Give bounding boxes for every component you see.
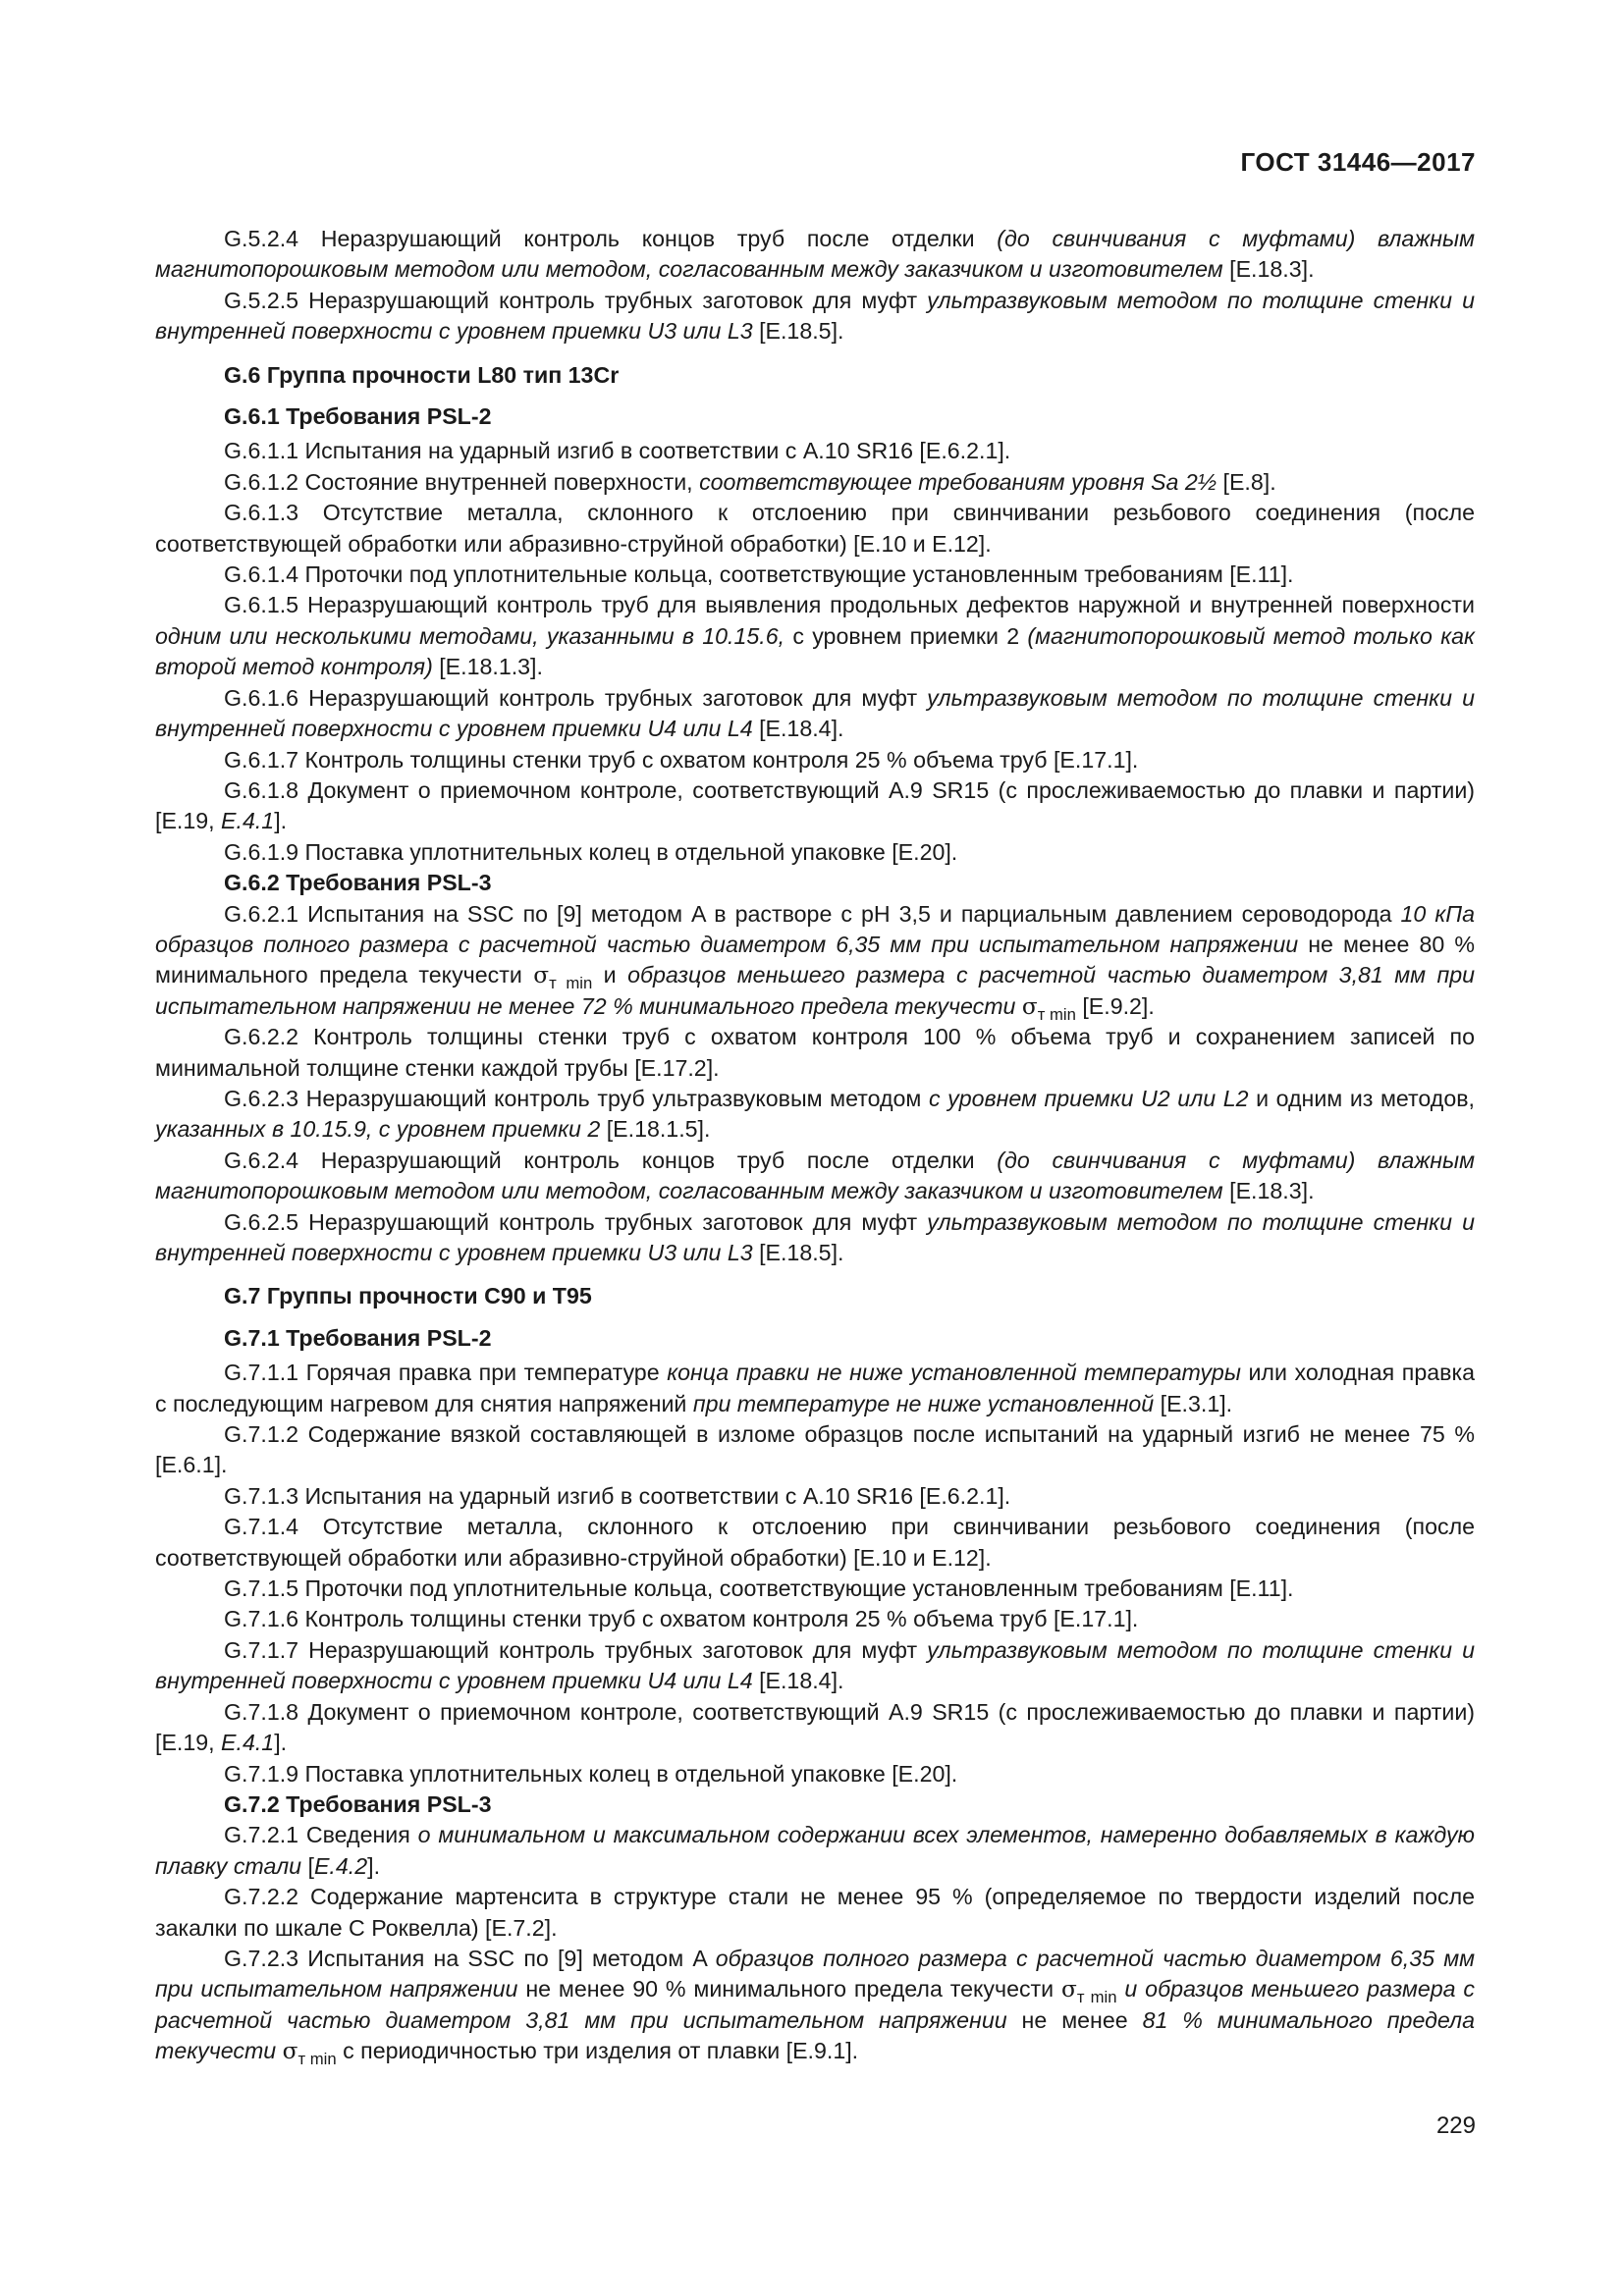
- text-run: и одним из методов,: [1248, 1085, 1475, 1111]
- italic-text: указанных в 10.15.9, с уровнем приемки 2: [155, 1116, 601, 1143]
- page-number: 229: [1435, 2112, 1476, 2139]
- text-run: G.6.1.6 Неразрушающий контроль трубных заготовок для муфт: [224, 684, 928, 711]
- text-run: [E.3.1].: [1154, 1390, 1233, 1416]
- paragraph: [155, 224, 1475, 286]
- italic-text: E.4.1: [221, 1730, 275, 1756]
- text-run: G.7.2.1 Сведения: [224, 1822, 418, 1848]
- text-run: с уровнем приемки 2: [784, 622, 1028, 649]
- paragraph: [155, 467, 1475, 498]
- paragraph: [155, 1882, 1475, 1944]
- text-run: G.7.1.1 Горячая правка при температуре: [224, 1360, 668, 1386]
- paragraph: [155, 1481, 1475, 1512]
- italic-text: одним или несколькими методами, указанными в 10.15.6,: [155, 622, 785, 649]
- paragraph: [155, 1604, 1475, 1634]
- text-run: [E.18.4].: [752, 1668, 844, 1694]
- text-run: ].: [274, 1730, 288, 1756]
- text-run: G.7.1.4 Отсутствие металла, склонного к отслоению при свинчивании резьбового соединения (после соответствующей обработки или абразивно-струйной обработки) [E.10 и E.12].: [155, 1514, 1475, 1571]
- paragraph: [155, 560, 1475, 590]
- section-heading: G.6 Группа прочности L80 тип 13Cr: [224, 361, 620, 388]
- text-run: G.7.1.3 Испытания на ударный изгиб в соответствии с A.10 SR16 [E.6.2.1].: [224, 1482, 1011, 1509]
- text-run: G.5.2.5 Неразрушающий контроль трубных заготовок для муфт: [224, 287, 928, 313]
- paragraph: [155, 1146, 1475, 1207]
- paragraph: [155, 1697, 1475, 1759]
- text-run: G.7.2.3 Испытания на SSC по [9] методом A: [224, 1945, 716, 1971]
- italic-text: при температуре не ниже установленной: [692, 1390, 1155, 1416]
- text-run: G.5.2.4 Неразрушающий контроль концов труб после отделки: [224, 226, 998, 251]
- subscript: т min: [1037, 1004, 1076, 1024]
- document-body: [155, 224, 1475, 2067]
- text-run: [E.8].: [1217, 468, 1276, 495]
- subsection-heading: G.7.1 Требования PSL-2: [224, 1324, 492, 1351]
- italic-text: ультразвуковым методом по толщине стенки и внутренней поверхности с уровнем приемки U3 или L3: [155, 1208, 1475, 1265]
- text-run: G.6.2.1 Испытания на SSC по [9] методом A в растворе с pH 3,5 и парциальным давлением сероводорода: [224, 900, 1401, 927]
- subscript: т min: [298, 2050, 337, 2068]
- italic-text: ультразвуковым методом по толщине стенки и внутренней поверхности с уровнем приемки U4 или L4: [155, 1636, 1475, 1694]
- section-heading: G.7 Группы прочности C90 и T95: [224, 1283, 592, 1309]
- italic-text: (магнитопорошковый метод только как второй метод контроля): [155, 622, 1476, 680]
- text-run: [E.18.5].: [752, 1240, 844, 1265]
- italic-text: ультразвуковым методом по толщине стенки и внутренней поверхности с уровнем приемки U4 или L4: [155, 684, 1475, 742]
- text-run: G.7.1.9 Поставка уплотнительных колец в отдельной упаковке [E.20].: [224, 1760, 958, 1787]
- paragraph: [155, 1022, 1475, 1084]
- subscript: т min: [1076, 1988, 1117, 2007]
- text-run: G.7.1.7 Неразрушающий контроль трубных заготовок для муфт: [224, 1636, 928, 1663]
- text-run: [E.9.2].: [1075, 992, 1155, 1019]
- text-run: G.6.2.4 Неразрушающий контроль концов труб после отделки: [224, 1147, 998, 1173]
- text-run: G.6.2.3 Неразрушающий контроль труб ультразвуковым методом: [224, 1085, 929, 1111]
- text-run: ].: [367, 1852, 381, 1879]
- italic-text: (до свинчивания с муфтами) влажным магнитопорошковым методом или методом, согласованным между заказчиком и изготовителем: [155, 226, 1476, 283]
- paragraph: [155, 1419, 1475, 1481]
- paragraph: [155, 1574, 1475, 1604]
- text-run: [E.18.1.5].: [600, 1116, 711, 1143]
- text-run: G.6.1.8 Документ о приемочном контроле, соответствующий A.9 SR15 (с прослеживаемостью до плавки и партии) [E.19,: [155, 776, 1475, 834]
- sigma-symbol: σ: [282, 2038, 298, 2065]
- paragraph: [155, 1084, 1475, 1146]
- text-run: [E.18.3].: [1222, 256, 1315, 283]
- text-run: [E.18.4].: [752, 716, 844, 742]
- subsection-heading: G.7.2 Требования PSL-3: [224, 1790, 492, 1817]
- text-run: не менее: [1006, 2006, 1143, 2033]
- paragraph: [155, 498, 1475, 560]
- italic-text: 81 % минимального предела текучести: [155, 2006, 1475, 2064]
- text-run: G.7.1.2 Содержание вязкой составляющей в изломе образцов после испытаний на ударный изгиб не менее 75 % [E.6.1].: [155, 1421, 1475, 1478]
- sigma-symbol: σ: [1021, 992, 1038, 1020]
- italic-text: о минимальном и максимальном содержании всех элементов, намеренно добавляемых в каждую плавку стали: [155, 1822, 1475, 1879]
- text-run: G.6.1.4 Проточки под уплотнительные кольца, соответствующие установленным требованиям [E.11].: [224, 561, 1294, 588]
- text-run: G.7.2.2 Содержание мартенсита в структуре стали не менее 95 % (определяемое по твердости изделий после закалки по шкале C Роквелла) [E.7.2].: [155, 1884, 1475, 1941]
- italic-text: с уровнем приемки U2 или L2: [928, 1085, 1249, 1111]
- subsection-heading: G.6.1 Требования PSL-2: [224, 403, 492, 430]
- paragraph: [155, 837, 1475, 868]
- text-run: G.6.2.2 Контроль толщины стенки труб с охватом контроля 100 % объема труб и сохранением записей по минимальной толщине стенки каждой трубы [E.17.2].: [155, 1024, 1475, 1081]
- italic-text: (до свинчивания с муфтами) влажным магнитопорошковым методом или методом, согласованным между заказчиком и изготовителем: [155, 1147, 1476, 1204]
- text-run: G.6.1.5 Неразрушающий контроль труб для выявления продольных дефектов наружной и внутренней поверхности: [224, 592, 1475, 618]
- text-run: G.7.1.8 Документ о приемочном контроле, соответствующий A.9 SR15 (с прослеживаемостью до плавки и партии) [E.19,: [155, 1698, 1475, 1756]
- paragraph: [155, 1820, 1475, 1882]
- paragraph: [155, 1207, 1475, 1269]
- paragraph: [155, 286, 1475, 347]
- document-header: ГОСТ 31446—2017: [1240, 147, 1476, 177]
- paragraph: [155, 436, 1475, 466]
- text-run: G.6.1.9 Поставка уплотнительных колец в отдельной упаковке [E.20].: [224, 838, 958, 865]
- text-run: или холодная правка с последующим нагревом для снятия напряжений: [155, 1360, 1475, 1416]
- italic-text: E.4.1: [221, 808, 275, 834]
- text-run: G.6.1.1 Испытания на ударный изгиб в соответствии с A.10 SR16 [E.6.2.1].: [224, 438, 1011, 464]
- text-run: ].: [274, 808, 288, 834]
- italic-text: образцов полного размера с расчетной частью диаметром 6,35 мм при испытательном напряжении: [155, 1945, 1475, 2002]
- sigma-symbol: σ: [1061, 1976, 1077, 2003]
- subsection-heading: G.6.2 Требования PSL-3: [224, 870, 492, 896]
- text-run: G.6.1.3 Отсутствие металла, склонного к отслоению при свинчивании резьбового соединения (после соответствующей обработки или абразивно-струйной обработки) [E.10 и E.12].: [155, 500, 1475, 557]
- italic-text: соответствующее требованиям уровня Sa 2½: [699, 468, 1217, 495]
- subscript: т min: [549, 974, 593, 993]
- text-run: [: [301, 1852, 314, 1879]
- italic-text: ультразвуковым методом по толщине стенки и внутренней поверхности с уровнем приемки U3 или L3: [155, 287, 1475, 345]
- text-run: не менее 80 % минимального предела текучести: [155, 931, 1475, 988]
- paragraph: [155, 1512, 1475, 1574]
- sigma-symbol: σ: [533, 962, 550, 989]
- paragraph: [155, 745, 1475, 775]
- text-run: [E.18.1.3].: [432, 654, 543, 680]
- paragraph: [155, 1944, 1475, 2067]
- italic-text: конца правки не ниже установленной температуры: [667, 1360, 1241, 1386]
- paragraph: [155, 683, 1475, 745]
- paragraph: [155, 590, 1475, 682]
- text-run: и: [592, 962, 628, 988]
- text-run: G.7.1.5 Проточки под уплотнительные кольца, соответствующие установленным требованиям [E.11].: [224, 1575, 1294, 1602]
- paragraph: [155, 1635, 1475, 1697]
- text-run: [E.18.5].: [752, 318, 844, 345]
- paragraph: [155, 1358, 1475, 1419]
- paragraph: [155, 899, 1475, 1023]
- text-run: G.6.2.5 Неразрушающий контроль трубных заготовок для муфт: [224, 1208, 928, 1235]
- text-run: G.7.1.6 Контроль толщины стенки труб с охватом контроля 25 % объема труб [E.17.1].: [224, 1606, 1139, 1632]
- text-run: [E.18.3].: [1222, 1178, 1315, 1204]
- text-run: не менее 90 % минимального предела текучести: [517, 1976, 1062, 2002]
- italic-text: и образцов меньшего размера с расчетной частью диаметром 3,81 мм при испытательном напряжении: [155, 1976, 1476, 2033]
- text-run: с периодичностью три изделия от плавки [E.9.1].: [336, 2038, 859, 2064]
- text-run: G.6.1.7 Контроль толщины стенки труб с охватом контроля 25 % объема труб [E.17.1].: [224, 746, 1139, 773]
- paragraph: [155, 1759, 1475, 1789]
- italic-text: 10 кПа образцов полного размера с расчетной частью диаметром 6,35 мм при испытательном напряжении: [155, 900, 1475, 957]
- italic-text: образцов меньшего размера с расчетной частью диаметром 3,81 мм при испытательном напряжении не менее 72 % минимального предела текучести: [155, 962, 1475, 1019]
- italic-text: E.4.2: [313, 1852, 368, 1879]
- text-run: G.6.1.2 Состояние внутренней поверхности,: [224, 468, 700, 495]
- paragraph: [155, 775, 1475, 837]
